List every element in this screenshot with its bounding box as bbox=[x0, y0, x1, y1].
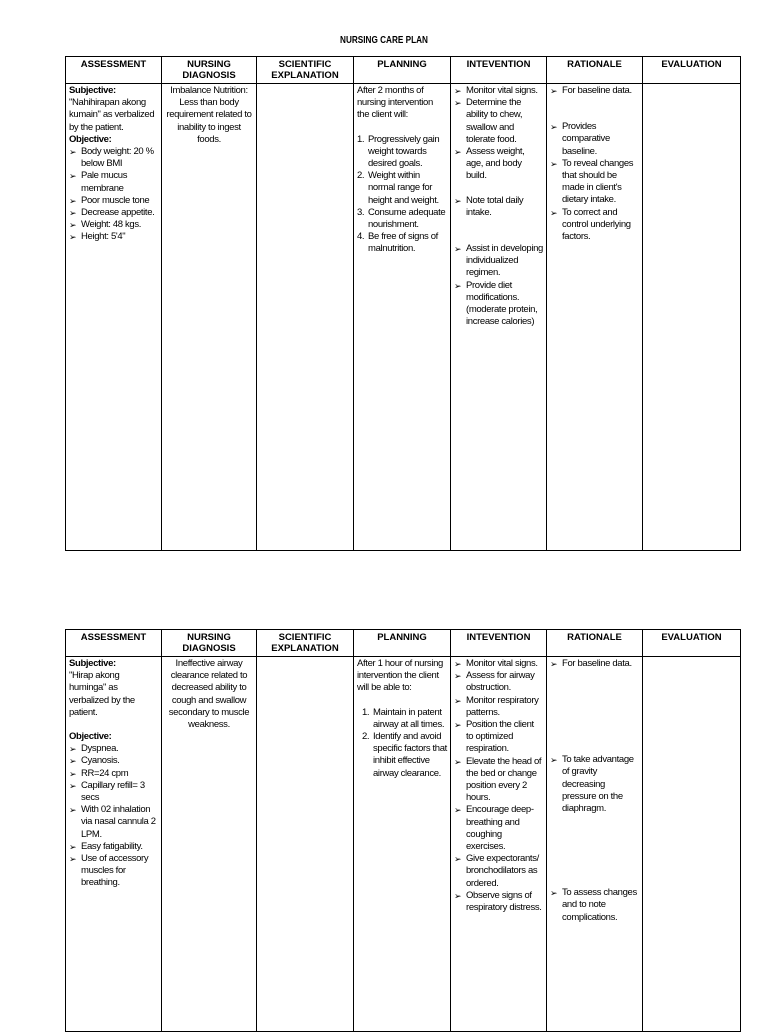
list-item: ➢ Observe signs of respiratory distress. bbox=[454, 890, 543, 914]
header-row bbox=[66, 630, 741, 657]
list-item: 2. Weight within normal range for height and weight. bbox=[357, 170, 439, 206]
list-item: ➢ Monitor vital signs. bbox=[454, 85, 543, 97]
header-rationale: RATIONALE bbox=[547, 630, 643, 657]
header-rationale: RATIONALE bbox=[547, 57, 643, 84]
header-row bbox=[66, 57, 741, 84]
list-item: ➢ To take advantage of gravity decreasing pressure on the diaphragm. bbox=[550, 754, 639, 815]
scientific-explanation-cell bbox=[257, 84, 354, 551]
list-item: ➢ Assist in developing individualized regimen. bbox=[454, 243, 543, 280]
objective-list bbox=[69, 146, 158, 244]
planning-intro: After 2 months of nursing intervention the client will: bbox=[357, 85, 433, 121]
list-item: ➢ Cyanosis. bbox=[69, 755, 158, 767]
list-item: ➢ Pale mucus membrane bbox=[69, 170, 158, 194]
objective-label: Objective: bbox=[69, 133, 112, 145]
list-item: ➢ Body weight: 20 % below BMI bbox=[69, 146, 158, 170]
evaluation-cell bbox=[643, 657, 741, 1032]
header-assessment: ASSESSMENT bbox=[66, 57, 162, 84]
list-item: ➢ Monitor vital signs. bbox=[454, 658, 543, 670]
objective-label: Objective: bbox=[69, 731, 112, 743]
nursing-care-plan-table-1 bbox=[65, 56, 741, 551]
intervention-cell bbox=[451, 657, 547, 1032]
rationale-cell bbox=[547, 657, 643, 1032]
diagnosis-cell: Imbalance Nutrition: Less than body requirement related to inability to ingest foods. bbox=[162, 84, 257, 551]
list-item: 1. Maintain in patent airway at all times. bbox=[362, 706, 445, 730]
scientific-explanation-cell bbox=[257, 657, 354, 1032]
diagnosis-cell: Ineffective airway clearance related to decreased ability to cough and swallow secondary to muscle weakness. bbox=[162, 657, 257, 1032]
list-item: ➢ Provide diet modifications. (moderate protein, increase calories) bbox=[454, 280, 543, 329]
header-intervention: INTEVENTION bbox=[451, 57, 547, 84]
header-intervention: INTEVENTION bbox=[451, 630, 547, 657]
assessment-cell bbox=[66, 657, 162, 1032]
list-item: ➢ For baseline data. bbox=[550, 658, 639, 670]
header-nursing-diagnosis: NURSING DIAGNOSIS bbox=[162, 630, 257, 657]
planning-cell bbox=[354, 657, 451, 1032]
header-nursing-diagnosis: NURSING DIAGNOSIS bbox=[162, 57, 257, 84]
list-item: ➢ Assess weight, age, and body build. bbox=[454, 146, 543, 183]
rationale-list bbox=[550, 658, 639, 924]
header-planning: PLANNING bbox=[354, 630, 451, 657]
table-row bbox=[66, 84, 741, 551]
list-item: ➢ For baseline data. bbox=[550, 85, 639, 97]
list-item: ➢ To correct and control underlying factors. bbox=[550, 207, 639, 244]
list-item: 2. Identify and avoid specific factors that inhibit effective airway clearance. bbox=[362, 731, 447, 779]
document-title: NURSING CARE PLAN bbox=[340, 35, 428, 46]
list-item: ➢ Position the client to optimized respiration. bbox=[454, 719, 543, 756]
list-item: ➢ Elevate the head of the bed or change position every 2 hours. bbox=[454, 756, 543, 805]
list-item: ➢ Use of accessory muscles for breathing. bbox=[69, 853, 158, 890]
list-item: ➢ Easy fatigability. bbox=[69, 841, 158, 853]
header-scientific-explanation: SCIENTIFIC EXPLANATION bbox=[257, 57, 354, 84]
list-item: ➢ Poor muscle tone bbox=[69, 195, 158, 207]
list-item: 3. Consume adequate nourishment. bbox=[357, 206, 446, 231]
subjective-label: Subjective: bbox=[69, 85, 116, 96]
subjective-text: "Nahihirapan akong kumain" as verbalized by the patient. bbox=[69, 97, 155, 133]
rationale-list bbox=[550, 85, 639, 243]
evaluation-cell bbox=[643, 84, 741, 551]
list-item: ➢ Height: 5'4" bbox=[69, 231, 158, 243]
list-item: ➢ To assess changes and to note complications. bbox=[550, 887, 639, 924]
intervention-cell bbox=[451, 84, 547, 551]
header-assessment: ASSESSMENT bbox=[66, 630, 162, 657]
planning-list bbox=[357, 134, 447, 256]
list-item: ➢ Decrease appetite. bbox=[69, 207, 158, 219]
list-item: ➢ Weight: 48 kgs. bbox=[69, 219, 158, 231]
list-item: ➢ Capillary refill= 3 secs bbox=[69, 780, 158, 804]
planning-intro: After 1 hour of nursing intervention the client will be able to: bbox=[357, 658, 443, 694]
objective-list bbox=[69, 743, 158, 889]
header-scientific-explanation: SCIENTIFIC EXPLANATION bbox=[257, 630, 354, 657]
list-item: ➢ Provides comparative baseline. bbox=[550, 121, 639, 158]
list-item: ➢ Note total daily intake. bbox=[454, 195, 543, 219]
planning-list bbox=[357, 707, 447, 780]
list-item: 1. Progressively gain weight towards desired goals. bbox=[357, 133, 440, 170]
list-item: ➢ Determine the ability to chew, swallow and tolerate food. bbox=[454, 97, 543, 146]
table-row bbox=[66, 657, 741, 1032]
list-item: ➢ With 02 inhalation via nasal cannula 2 LPM. bbox=[69, 804, 158, 841]
nursing-care-plan-table-2 bbox=[65, 629, 741, 1032]
list-item: ➢ Give expectorants/ bronchodilators as ordered. bbox=[454, 853, 543, 890]
list-item: 4. Be free of signs of malnutrition. bbox=[357, 231, 438, 255]
list-item: ➢ Encourage deep-breathing and coughing exercises. bbox=[454, 804, 543, 853]
list-item: ➢ To reveal changes that should be made in client's dietary intake. bbox=[550, 158, 639, 207]
list-item: ➢ Dyspnea. bbox=[69, 743, 158, 755]
planning-cell bbox=[354, 84, 451, 551]
intervention-list bbox=[454, 658, 543, 914]
header-evaluation: EVALUATION bbox=[643, 630, 741, 657]
assessment-cell bbox=[66, 84, 162, 551]
rationale-cell bbox=[547, 84, 643, 551]
list-item: ➢ Monitor respiratory patterns. bbox=[454, 695, 543, 719]
subjective-label: Subjective: bbox=[69, 658, 116, 669]
list-item: ➢ RR=24 cpm bbox=[69, 768, 158, 780]
header-planning: PLANNING bbox=[354, 57, 451, 84]
header-evaluation: EVALUATION bbox=[643, 57, 741, 84]
list-item: ➢ Assess for airway obstruction. bbox=[454, 670, 543, 694]
intervention-list bbox=[454, 85, 543, 328]
subjective-text: "Hirap akong huminga" as verbalized by the patient. bbox=[69, 670, 135, 718]
